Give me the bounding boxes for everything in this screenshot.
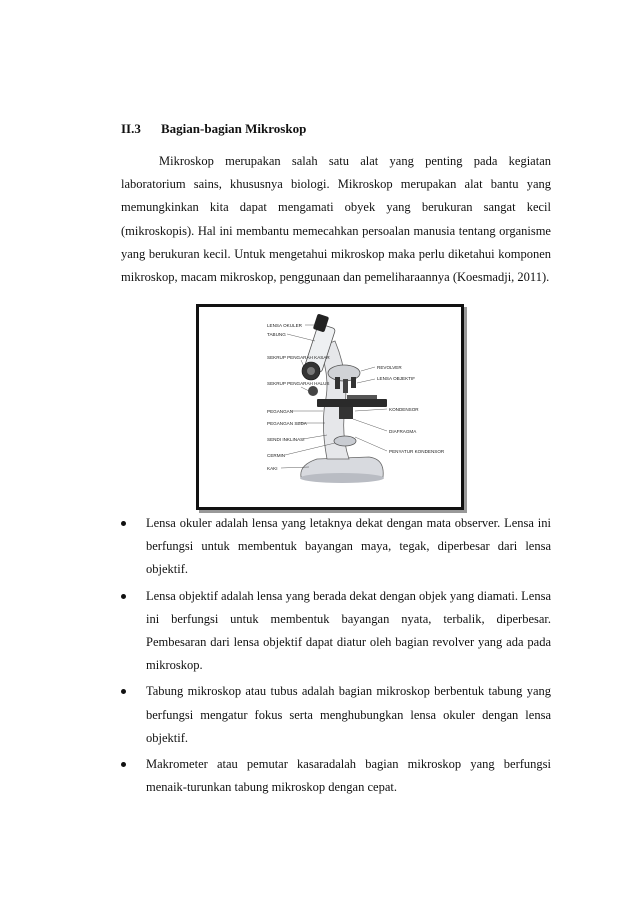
list-item-text: Tabung mikroskop atau tubus adalah bagian mikroskop berbentuk tabung yang berfungsi mengatur fokus serta menghubungkan lensa okuler dengan lensa objektif. — [146, 684, 551, 745]
bullet-icon — [121, 594, 126, 599]
bullet-icon — [121, 762, 126, 767]
label-lensa-objektif: LENSA OBJEKTIF — [377, 376, 416, 381]
intro-text: Mikroskop merupakan salah satu alat yang penting pada kegiatan laboratorium sains, khususnya biologi. Mikroskop merupakan alat bantu yang memungkinkan kita dapat mengamati obyek yang berukuran sangat kecil (mikroskopis). Hal ini membantu memecahkan persoalan manusia tentang organisme yang berukuran kecil. Untuk mengetahui mikroskop maka perlu diketahui komponen mikroskop, macam mikroskop, penggunaan dan pemeliharaannya (Koesmadji, 2011). — [121, 154, 551, 285]
bullet-icon — [121, 521, 126, 526]
microscope-illustration — [199, 307, 461, 507]
list-item — [121, 680, 551, 750]
label-cermin: CERMIN — [267, 453, 286, 458]
label-kaki: KAKI — [267, 466, 278, 471]
list-item-text: Lensa okuler adalah lensa yang letaknya dekat dengan mata observer. Lensa ini berfungsi untuk membentuk bayangan maya, tegak, diperbesar dari lensa objektif. — [146, 516, 551, 577]
bullet-icon — [121, 689, 126, 694]
intro-paragraph — [121, 150, 551, 289]
list-item — [121, 753, 551, 799]
parts-list — [121, 512, 551, 802]
label-pegangan-seda: PEGANGAN SEDA — [267, 421, 307, 426]
label-penyatur-kondensor: PENYATUR KONDENSOR — [389, 449, 445, 454]
section-heading — [121, 121, 306, 137]
section-title: Bagian-bagian Mikroskop — [161, 121, 307, 136]
right-labels — [353, 365, 445, 454]
list-item — [121, 512, 551, 582]
label-kondensor: KONDENSOR — [389, 407, 419, 412]
list-item-text: Makrometer atau pemutar kasaradalah bagian mikroskop yang berfungsi menaik-turunkan tabung mikroskop dengan cepat. — [146, 757, 551, 795]
list-item-text: Lensa objektif adalah lensa yang berada dekat dengan objek yang diamati. Lensa ini berfungsi untuk membentuk bayangan nyata, terbalik, diperbesar. Pembesaran dari lensa objektif dapat diatur oleh bagian revolver yang ada pada mikroskop. — [146, 588, 551, 673]
label-sekrup-kasar: SEKRUP PENGARAH KASAR — [267, 355, 330, 360]
label-tabung: TABUNG — [267, 332, 286, 337]
microscope-figure — [196, 304, 464, 510]
label-sekrup-halus: SEKRUP PENGARAH HALUS — [267, 381, 330, 386]
label-sendi-inklinasi: SENDI INKLINASI — [267, 437, 305, 442]
label-lensa-okuler: LENSA OKULER — [267, 323, 302, 328]
label-pegangan: PEGANGAN — [267, 409, 294, 414]
section-number: II.3 — [121, 121, 141, 136]
label-revolver: REVOLVER — [377, 365, 402, 370]
list-item — [121, 585, 551, 678]
label-diafragma: DIAFRAGMA — [389, 429, 417, 434]
